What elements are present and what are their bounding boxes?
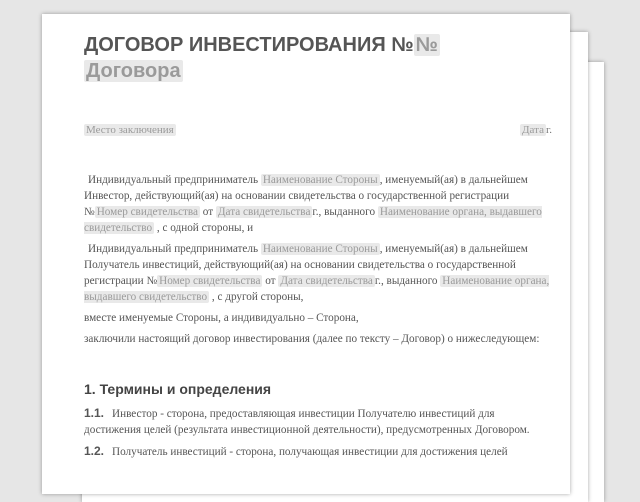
together-paragraph: вместе именуемые Стороны, а индивидуально – Сторона, <box>84 312 359 324</box>
clause-number: 1.2. <box>84 444 105 458</box>
party2-text-5: , с другой стороны, <box>211 291 304 303</box>
party1-name-placeholder[interactable]: Наименование Стороны <box>262 174 378 186</box>
title-text: ДОГОВОР ИНВЕСТИРОВАНИЯ № <box>84 34 414 56</box>
date-placeholder[interactable]: Дата <box>522 124 544 136</box>
place-date-row <box>84 124 552 136</box>
date-field <box>520 124 552 136</box>
party2-cert-number-placeholder[interactable]: Номер свидетельства <box>159 275 261 287</box>
party2-issuer-placeholder[interactable]: Наименование органа, выдавшего свидетельство <box>84 275 550 303</box>
concluded-paragraph: заключили настоящий договор инвестирования (далее по тексту – Договор) о нижеследующем: <box>84 333 540 345</box>
document-body <box>84 172 552 460</box>
contract-number-placeholder-word[interactable]: Договора <box>86 60 181 82</box>
party2-text-2: , именуемый(ая) в дальнейшем Получатель инвестиций, действующий(ая) на основании свидетельства о государственной регистрации № <box>84 243 528 287</box>
section-1-heading: 1. Термины и определения <box>84 381 272 397</box>
contract-number-placeholder[interactable]: № <box>415 34 438 56</box>
document-page <box>42 14 570 494</box>
party2-text-3: от <box>265 275 276 287</box>
place-placeholder[interactable]: Место заключения <box>86 124 174 136</box>
party2-text-4: г., выданного <box>374 275 438 287</box>
clause-text: Получатель инвестиций - сторона, получающая инвестиции для достижения целей <box>112 446 508 458</box>
party1-cert-number-placeholder[interactable]: Номер свидетельства <box>96 206 198 218</box>
clause-1-1 <box>84 405 552 438</box>
party2-cert-date-placeholder[interactable]: Дата свидетельства <box>280 275 373 287</box>
party2-paragraph <box>84 241 552 305</box>
party1-issuer-placeholder[interactable]: Наименование органа, выдавшего свидетельство <box>84 206 542 234</box>
clause-1-2 <box>84 443 552 460</box>
party1-text-5: , с одной стороны, и <box>156 222 254 234</box>
document-title <box>84 32 552 84</box>
party1-text-3: от <box>202 206 214 218</box>
party1-paragraph <box>84 172 552 236</box>
clause-text: Инвестор - сторона, предоставляющая инвестиции Получателю инвестиций для достижения целей (результата инвестиционной деятельности), предусмотренных Договором. <box>84 408 530 436</box>
date-suffix: г. <box>545 124 552 136</box>
party1-text-4: г., выданного <box>312 206 376 218</box>
clause-number: 1.1. <box>84 406 105 420</box>
party1-text-1: Индивидуальный предприниматель <box>88 174 259 186</box>
party1-cert-date-placeholder[interactable]: Дата свидетельства <box>217 206 311 218</box>
party2-name-placeholder[interactable]: Наименование Стороны <box>262 243 378 255</box>
party2-text-1: Индивидуальный предприниматель <box>88 243 259 255</box>
party1-text-2: , именуемый(ая) в дальнейшем Инвестор, действующий(ая) на основании свидетельства о государственной регистрации № <box>84 174 528 218</box>
